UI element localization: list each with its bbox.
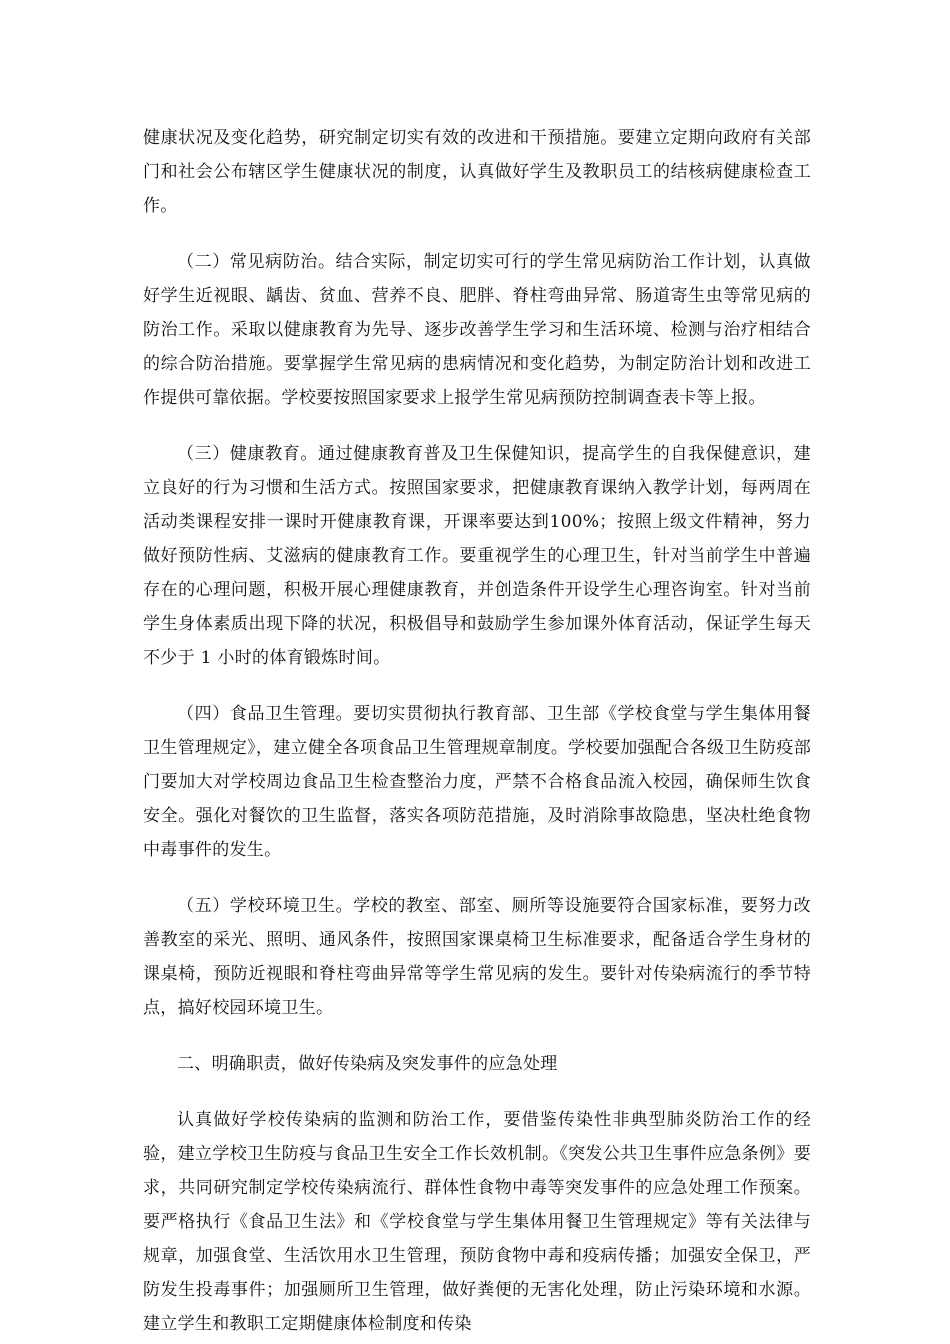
section-heading-responsibilities: 二、明确职责，做好传染病及突发事件的应急处理: [177, 1054, 558, 1074]
paragraph-food-hygiene: （四）食品卫生管理。要切实贯彻执行教育部、卫生部《学校食堂与学生集体用餐卫生管理规定》，建立健全各项食品卫生管理规章制度。学校要加强配合各级卫生防疫部门要加大对学校周边食品卫生检查整治力度，严禁不合格食品流入校园，确保师生饮食安全。强化对餐饮的卫生监督，落实各项防范措施，及时消除事故隐患，坚决杜绝食物中毒事件的发生。: [143, 704, 811, 860]
paragraph-common-disease-prevention: （二）常见病防治。结合实际，制定切实可行的学生常见病防治工作计划，认真做好学生近视眼、龋齿、贫血、营养不良、肥胖、脊柱弯曲异常、肠道寄生虫等常见病的防治工作。采取以健康教育为先导、逐步改善学生学习和生活环境、检测与治疗相结合的综合防治措施。要掌握学生常见病的患病情况和变化趋势，为制定防治计划和改进工作提供可靠依据。学校要按照国家要求上报学生常见病预防控制调查表卡等上报。: [143, 252, 811, 408]
paragraph-health-status-continuation: 健康状况及变化趋势，研究制定切实有效的改进和干预措施。要建立定期向政府有关部门和社会公布辖区学生健康状况的制度，认真做好学生及教职员工的结核病健康检查工作。: [143, 128, 811, 216]
paragraph-school-environment: （五）学校环境卫生。学校的教室、部室、厕所等设施要符合国家标准，要努力改善教室的采光、照明、通风条件，按照国家课桌椅卫生标准要求，配备适合学生身材的课桌椅，预防近视眼和脊柱弯曲异常等学生常见病的发生。要针对传染病流行的季节特点，搞好校园环境卫生。: [143, 896, 811, 1018]
paragraph-infectious-disease-response: 认真做好学校传染病的监测和防治工作，要借鉴传染性非典型肺炎防治工作的经验，建立学校卫生防疫与食品卫生安全工作长效机制。《突发公共卫生事件应急条例》要求，共同研究制定学校传染病流行、群体性食物中毒等突发事件的应急处理工作预案。要严格执行《食品卫生法》和《学校食堂与学生集体用餐卫生管理规定》等有关法律与规章，加强食堂、生活饮用水卫生管理，预防食物中毒和疫病传播；加强安全保卫，严防发生投毒事件；加强厕所卫生管理，做好粪便的无害化处理，防止污染环境和水源。建立学生和教职工定期健康体检制度和传染: [143, 1110, 811, 1334]
document-body: [143, 121, 811, 1341]
paragraph-health-education: （三）健康教育。通过健康教育普及卫生保健知识，提高学生的自我保健意识，建立良好的行为习惯和生活方式。按照国家要求，把健康教育课纳入教学计划，每两周在活动类课程安排一课时开健康教育课，开课率要达到100%；按照上级文件精神，努力做好预防性病、艾滋病的健康教育工作。要重视学生的心理卫生，针对当前学生中普遍存在的心理问题，积极开展心理健康教育，并创造条件开设学生心理咨询室。针对当前学生身体素质出现下降的状况，积极倡导和鼓励学生参加课外体育活动，保证学生每天不少于 1 小时的体育锻炼时间。: [143, 444, 811, 668]
